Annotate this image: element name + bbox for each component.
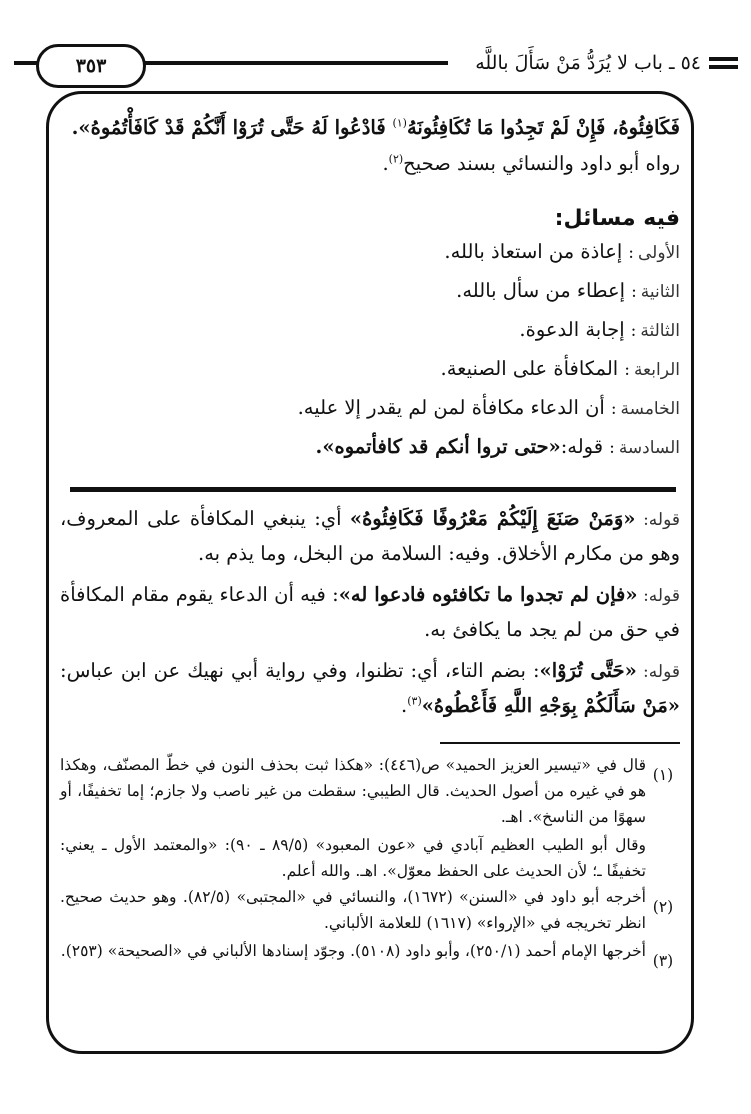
commentary-text: : بضم التاء، أي: تظنوا، وفي رواية أبي نهيك عن ابن عباس: <box>60 659 540 682</box>
hadith-quote: فَكَافِئُوهُ، فَإِنْ لَمْ تَجِدُوا مَا تُكَافِئُونَهُ <box>406 116 680 139</box>
issue-colon: : <box>624 360 630 380</box>
issue-label: الثالثة <box>640 321 680 341</box>
narration-end: . <box>382 152 389 175</box>
issue-text: إجابة الدعوة. <box>519 318 625 341</box>
issue-colon: : <box>609 438 615 458</box>
page-content <box>60 110 680 976</box>
issue-label: السادسة <box>618 438 680 458</box>
issue-text-lead: قوله: <box>560 435 604 458</box>
issue-colon: : <box>610 399 617 419</box>
issue-colon: : <box>628 243 635 263</box>
hadith-quote-end: فَادْعُوا لَهُ حَتَّى تُرَوْا أَنَّكُمْ قَدْ كَافَأْتُمُوهُ». <box>71 116 393 139</box>
issue-label: الرابعة <box>633 360 680 380</box>
footnote-number: (٣) <box>652 952 674 970</box>
commentary-quote: «حَتَّى تُرَوْا» <box>539 659 637 682</box>
commentary-quote: «وَمَنْ صَنَعَ إِلَيْكُمْ مَعْرُوفًا فَكَافِئُوهُ» <box>349 507 636 530</box>
footnote-text: أخرجه أبو داود في «السنن» (١٦٧٢)، والنسائي في «المجتبى» (٨٢/٥). وهو حديث صحيح. انظر تخريجه في «الإرواء» (١٦١٧) للعلامة الألباني. <box>60 888 646 932</box>
commentary-quote: «فإن لم تجدوا ما تكافئوه فادعوا له» <box>338 583 638 606</box>
footnote-continuation: وقال أبو الطيب العظيم آبادي في «عون المعبود» (٨٩/٥ ـ ٩٠): «والمعتمد الأول ـ يعني: تخفيفًا ـ؛ لأن الحديث على الحفظ معوّل». اهـ. والله أعلم. <box>60 836 646 880</box>
issue-text: أن الدعاء مكافأة لمن لم يقدر إلا عليه. <box>297 396 605 419</box>
issue-text: «حتى تروا أنكم قد كافأتموه». <box>315 435 561 458</box>
issue-colon: : <box>630 321 637 341</box>
commentary-paragraph <box>60 654 680 722</box>
commentary-end: . <box>401 694 408 717</box>
issue-item <box>60 233 680 272</box>
footnote-ref-3: (٣) <box>407 694 422 708</box>
header-rule-center <box>138 61 448 65</box>
section-divider <box>70 487 676 492</box>
issues-heading: فيه مسائل: <box>554 206 680 231</box>
issue-colon: : <box>631 282 637 302</box>
issue-item <box>60 272 680 311</box>
issue-label: الخامسة <box>620 399 680 419</box>
footnote <box>60 938 680 974</box>
footnote-text: أخرجها الإمام أحمد (٢٥٠/١)، وأبو داود (٥١٠٨). وجوّد إسنادها الألباني في «الصحيحة» (٢٥٣). <box>60 942 646 960</box>
footnote-ref-2: (٢) <box>388 152 404 166</box>
narration-text: رواه أبو داود والنسائي بسند صحيح <box>403 152 680 175</box>
commentary-quote-2: «مَنْ سَأَلَكُمْ بِوَجْهِ اللَّهِ فَأَعْطُوهُ» <box>421 694 680 717</box>
issue-item <box>60 350 680 389</box>
commentary-text: : فيه أن الدعاء يقوم مقام المكافأة في حق من لم يجد ما يكافئ به. <box>60 583 680 641</box>
chapter-title: ٥٤ ـ باب لا يُرَدُّ مَنْ سَأَلَ باللَّه <box>467 44 709 82</box>
footnote-ref-1: (١) <box>392 116 407 130</box>
footnote-text: قال في «تيسير العزيز الحميد» ص(٤٤٦): «هكذا ثبت بحذف النون في خطّ المصنّف، وهكذا هو في غيره من أصول الحديث. قال الطيبي: سقطت من غير ناصب ولا جازم؛ إما تخفيفًا، أو سهوًا من الناسخ». اهـ. <box>60 756 646 826</box>
page-header <box>0 0 751 80</box>
footnote-rule <box>440 742 680 744</box>
footnote <box>60 884 680 936</box>
issue-item <box>60 311 680 350</box>
commentary-text: أي: ينبغي المكافأة على المعروف، وهو من مكارم الأخلاق. وفيه: السلامة من البخل، وما يذم به. <box>60 507 680 565</box>
commentary-paragraph <box>60 502 680 570</box>
hadith-text <box>60 110 680 146</box>
commentary-lead: قوله: <box>637 586 681 606</box>
commentary-paragraph <box>60 578 680 646</box>
issue-label: الثانية <box>640 282 680 302</box>
commentary-lead: قوله: <box>635 510 680 530</box>
issue-text: إعاذة من استعاذ بالله. <box>444 240 623 263</box>
narration <box>60 146 680 182</box>
commentary-lead: قوله: <box>636 662 680 682</box>
footnote-number: (٢) <box>652 898 674 916</box>
issue-text: إعطاء من سأل بالله. <box>456 279 626 302</box>
issue-item <box>60 389 680 428</box>
issue-label: الأولى <box>638 243 680 263</box>
issue-item <box>60 428 680 467</box>
issue-text: المكافأة على الصنيعة. <box>440 357 619 380</box>
footnote <box>60 752 680 830</box>
page-number: ٣٥٣ <box>36 44 146 88</box>
footnote-number: (١) <box>652 766 674 784</box>
